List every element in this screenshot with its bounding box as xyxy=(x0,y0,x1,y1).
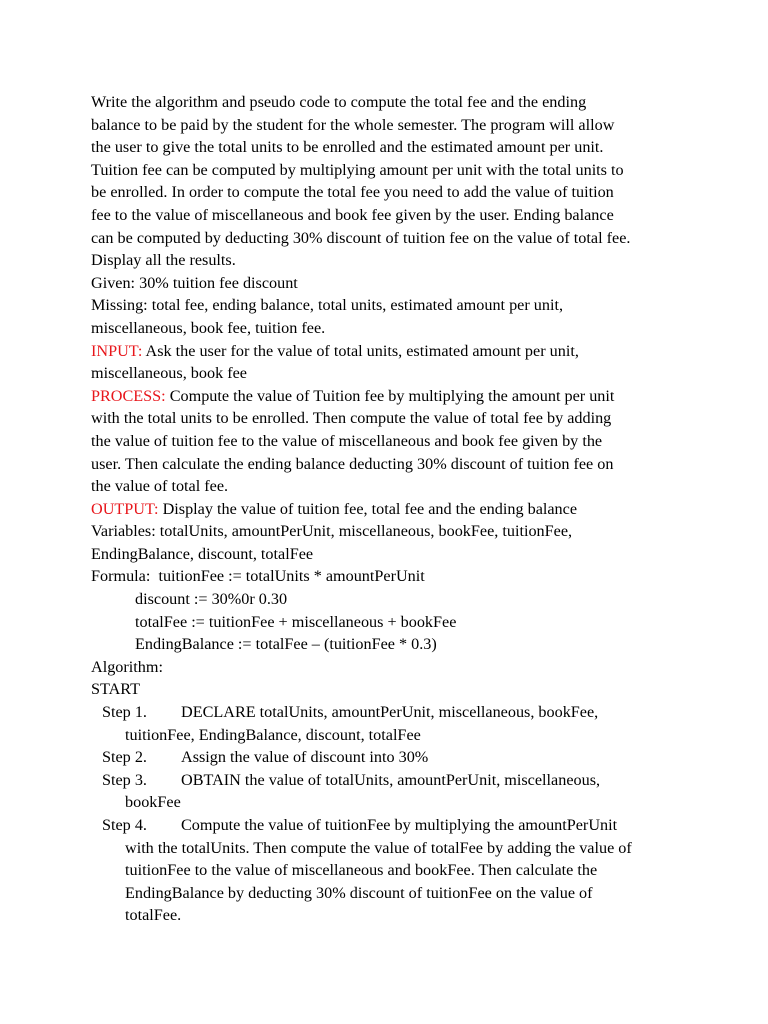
paragraph-line: Tuition fee can be computed by multiplying amount per unit with the total units to xyxy=(91,160,624,179)
algorithm-step xyxy=(91,746,691,769)
process-text: Compute the value of Tuition fee by multiplying the amount per unit xyxy=(165,386,615,405)
process-section xyxy=(91,385,691,498)
missing-section xyxy=(91,294,691,339)
paragraph-line: be enrolled. In order to compute the total fee you need to add the value of tuition xyxy=(91,183,614,202)
step-text: Assign the value of discount into 30% xyxy=(181,748,429,767)
paragraph-line: Display all the results. xyxy=(91,251,236,270)
paragraph-line: can be computed by deducting 30% discount of tuition fee on the value of total fee. xyxy=(91,228,631,247)
problem-statement xyxy=(91,91,691,272)
formula-line: totalFee := tuitionFee + miscellaneous + bookFee xyxy=(135,612,457,631)
output-section xyxy=(91,498,691,521)
step-text: Compute the value of tuitionFee by multiplying the amountPerUnit xyxy=(181,816,618,834)
output-label: OUTPUT: xyxy=(91,499,159,518)
input-section xyxy=(91,340,691,385)
step-text: OBTAIN the value of totalUnits, amountPerUnit, miscellaneous, xyxy=(181,770,601,789)
step-continuation: bookFee xyxy=(125,793,181,812)
formula-line: Formula: tuitionFee := totalUnits * amountPerUnit xyxy=(91,567,425,586)
document-page xyxy=(91,91,691,927)
variables-line: Variables: totalUnits, amountPerUnit, miscellaneous, bookFee, tuitionFee, xyxy=(91,522,573,541)
formula-line: discount := 30%0r 0.30 xyxy=(135,590,288,609)
missing-line: miscellaneous, book fee, tuition fee. xyxy=(91,318,326,337)
paragraph-line: balance to be paid by the student for the whole semester. The program will allow xyxy=(91,115,615,134)
process-line: with the total units to be enrolled. Then compute the value of total fee by adding xyxy=(91,409,612,428)
process-line: the value of total fee. xyxy=(91,477,229,496)
formula-section xyxy=(91,565,691,655)
algorithm-step xyxy=(91,814,691,927)
formula-line: EndingBalance := totalFee – (tuitionFee * 0.3) xyxy=(135,635,437,654)
step-number: Step 4. xyxy=(102,816,147,834)
algorithm-start: START xyxy=(91,680,140,699)
variables-section xyxy=(91,520,691,565)
step-continuation: tuitionFee, EndingBalance, discount, totalFee xyxy=(125,725,421,744)
step-continuation: totalFee. xyxy=(125,906,182,925)
step-continuation: EndingBalance by deducting 30% discount of tuitionFee on the value of xyxy=(125,883,593,902)
step-number: Step 2. xyxy=(102,748,147,767)
algorithm-step xyxy=(91,769,691,814)
missing-line: Missing: total fee, ending balance, total units, estimated amount per unit, xyxy=(91,296,564,315)
variables-line: EndingBalance, discount, totalFee xyxy=(91,544,314,563)
step-number: Step 3. xyxy=(102,770,147,789)
output-text: Display the value of tuition fee, total fee and the ending balance xyxy=(158,499,578,518)
input-line: miscellaneous, book fee xyxy=(91,364,247,383)
algorithm-heading: Algorithm: xyxy=(91,657,163,676)
algorithm-section xyxy=(91,656,691,927)
step-number: Step 1. xyxy=(102,703,147,722)
step-continuation: tuitionFee to the value of miscellaneous and bookFee. Then calculate the xyxy=(125,861,598,880)
process-label: PROCESS: xyxy=(91,386,166,405)
process-line: user. Then calculate the ending balance deducting 30% discount of tuition fee on xyxy=(91,454,614,473)
algorithm-step xyxy=(91,701,691,746)
paragraph-line: Write the algorithm and pseudo code to compute the total fee and the ending xyxy=(91,93,587,111)
given-line: Given: 30% tuition fee discount xyxy=(91,273,298,292)
input-text: Ask the user for the value of total units, estimated amount per unit, xyxy=(142,341,579,360)
process-line: the value of tuition fee to the value of miscellaneous and book fee given by the xyxy=(91,431,603,450)
paragraph-line: the user to give the total units to be enrolled and the estimated amount per unit. xyxy=(91,138,604,157)
step-continuation: with the totalUnits. Then compute the value of totalFee by adding the value of xyxy=(125,838,632,857)
input-label: INPUT: xyxy=(91,341,143,360)
step-text: DECLARE totalUnits, amountPerUnit, miscellaneous, bookFee, xyxy=(181,703,599,722)
paragraph-line: fee to the value of miscellaneous and book fee given by the user. Ending balance xyxy=(91,205,614,224)
